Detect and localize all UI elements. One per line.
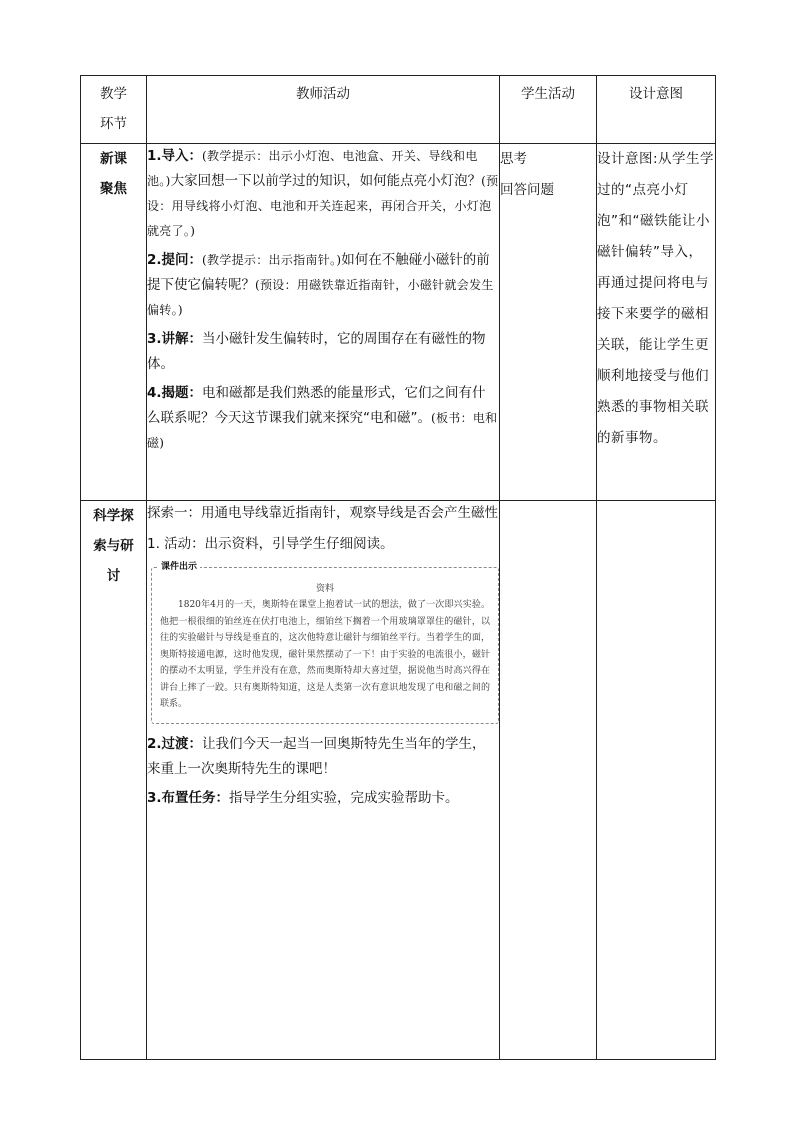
header-teacher: 教师活动	[147, 76, 500, 144]
header-stage: 教学环节	[81, 76, 147, 144]
student-activity-new-lesson: 思考 回答问题	[500, 144, 597, 501]
design-intent-explore	[597, 501, 716, 1060]
material-tag: 课件出示	[158, 560, 200, 574]
teacher-activity-explore	[147, 501, 500, 1060]
student-activity-explore	[500, 501, 597, 1060]
row-explore	[81, 501, 716, 1060]
header-row	[81, 76, 716, 144]
header-student: 学生活动	[500, 76, 597, 144]
row-new-lesson	[81, 144, 716, 501]
task-item: 3.布置任务：指导学生分组实验，完成实验帮助卡。	[147, 789, 459, 806]
material-body: 1820年4月的一天，奥斯特在课堂上抱着试一试的想法，做了一次即兴实验。他把一根很细的铂丝连在伏打电池上，细铂丝下搁着一个用玻璃罩罩住的磁针，以往的实验磁针与导线是垂直的，这次他特意让磁针与细铂丝平行。当着学生的面，奥斯特接通电源，这时他发现，磁针果然摆动了一下！由于实验的电流很小，磁针的摆动不太明显，学生并没有在意，然而奥斯特却大喜过望，据说他当时高兴得在讲台上摔了一跤。只有奥斯特知道，这是人类第一次有意识地发现了电和磁之间的联系。	[160, 600, 490, 709]
explore-title: 探索一：用通电导线靠近指南针，观察导线是否会产生磁性	[147, 505, 498, 521]
lesson-plan-table	[80, 75, 716, 1060]
teacher-activity-new-lesson	[147, 144, 500, 501]
intro-item: 1.导入：(教学提示：出示小灯泡、电池盒、开关、导线和电池。)大家回想一下以前学过的知识，如何能点亮小灯泡？(预设：用导线将小灯泡、电池和开关连起来，再闭合开关，小灯泡就亮了。)	[147, 148, 499, 238]
explain-item: 3.讲解：当小磁针发生偏转时，它的周围存在有磁性的物体。	[147, 331, 486, 372]
design-intent-new-lesson: 设计意图:从学生学过的“点亮小灯泡”和“磁铁能让小磁针偏转”导入，再通过提问将电与接下来要学的磁相关联，能让学生更顺利地接受与他们熟悉的事物相关联的新事物。	[597, 144, 716, 501]
material-box	[151, 562, 499, 724]
question-item: 2.提问：(教学提示：出示指南针。)如何在不触碰小磁针的前提下使它偏转呢？(预设：用磁铁靠近指南针，小磁针就会发生偏转。)	[147, 252, 494, 317]
activity-item: 1. 活动：出示资料，引导学生仔细阅读。	[147, 536, 394, 552]
stage-new-lesson: 新课聚焦	[81, 144, 147, 501]
reveal-item: 4.揭题：电和磁都是我们熟悉的能量形式，它们之间有什么联系呢？今天这节课我们就来探究“电和磁”。(板书：电和磁)	[147, 385, 498, 450]
stage-explore: 科学探索与研讨	[81, 501, 147, 1060]
transition-item: 2.过渡：让我们今天一起当一回奥斯特先生当年的学生，来重上一次奥斯特先生的课吧！	[147, 735, 486, 777]
material-title: 资料	[315, 584, 334, 594]
header-intent: 设计意图	[597, 76, 716, 144]
